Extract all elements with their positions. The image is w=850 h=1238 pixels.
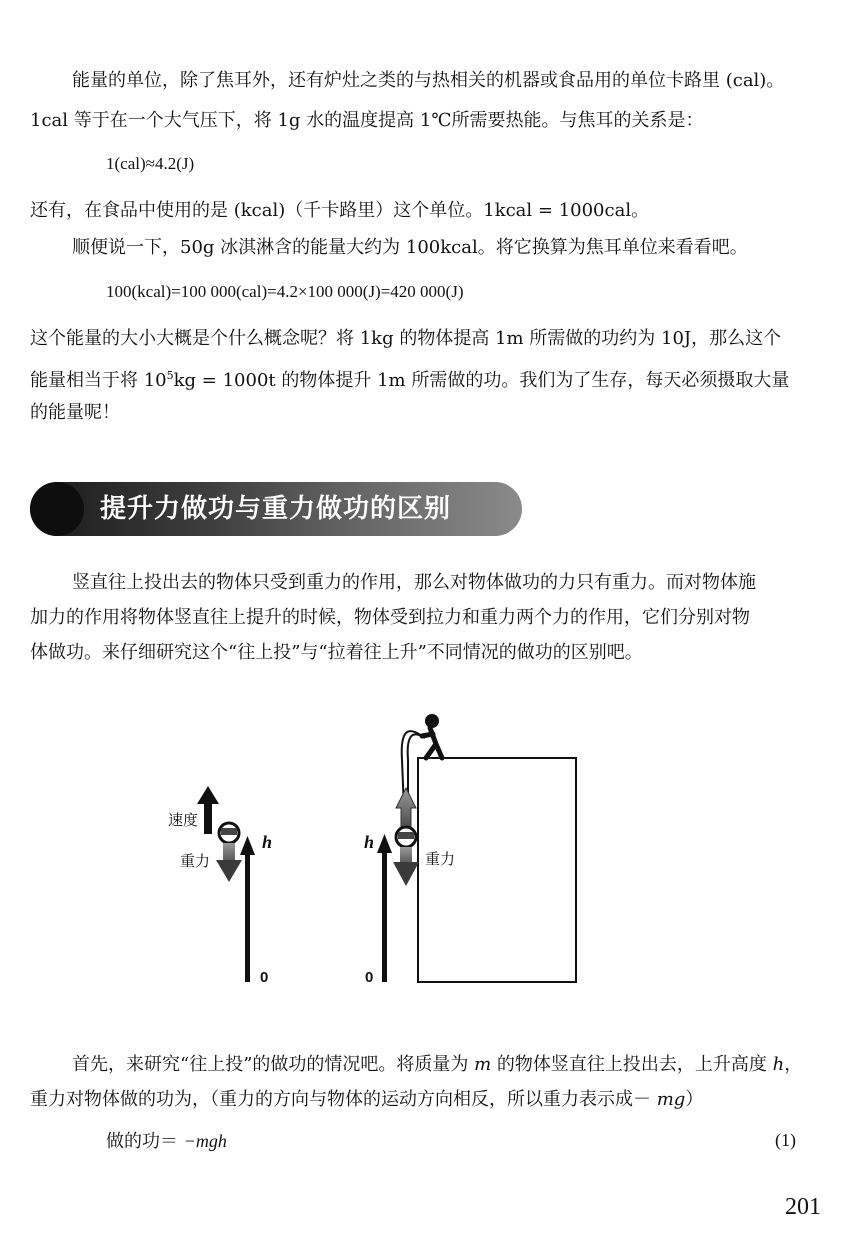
gravity-label-right: 重力 [425,850,456,868]
building-block [418,758,576,982]
height-label-right: h [364,832,375,852]
height-label-left: h [262,832,273,852]
height-axis-right [377,834,392,982]
para4-line2: 加力的作用将物体竖直往上提升的时候，物体受到拉力和重力两个力的作用，它们分别对物 [30,607,750,628]
equation-work: 做的功＝ −mgh [106,1131,227,1152]
zero-label-right: 0 [365,969,374,986]
person-pulling-icon [422,714,442,758]
para5-line2: 重力对物体做的功为，（重力的方向与物体的运动方向相反，所以重力表示成－ mg） [30,1089,704,1110]
para4-line3: 体做功。来仔细研究这个“往上投”与“拉着往上升”不同情况的做功的区别吧。 [30,642,643,663]
para2-line1: 还有，在食品中使用的是 (kcal)（千卡路里）这个单位。1kcal = 1000cal。 [30,200,650,221]
gravity-arrow-left [216,843,242,882]
para2-line2: 顺便说一下，50g 冰淇淋含的能量大约为 100kcal。将它换算为焦耳单位来看看吧。 [72,237,748,258]
equation-number: (1) [775,1130,796,1150]
page-number: 201 [785,1194,821,1220]
section-title: 提升力做功与重力做功的区别 [100,494,452,524]
speed-arrow [197,786,219,834]
pulled-ball [396,827,416,847]
para4-line1: 竖直往上投出去的物体只受到重力的作用，那么对物体做功的力只有重力。而对物体施 [72,572,756,593]
section-heading-bullet [30,482,84,536]
para3-line1: 这个能量的大小大概是个什么概念呢？将 1kg 的物体提高 1m 所需做的功约为 10J，那么这个 [30,328,782,349]
zero-label-left: 0 [260,969,269,986]
speed-label: 速度 [168,811,199,829]
work-comparison-diagram [150,700,590,1000]
thrown-ball [219,823,239,843]
equation-kcal-conversion: 100(kcal)=100 000(cal)=4.2×100 000(J)=420 000(J) [106,282,464,301]
equation-cal-joule: 1(cal)≈4.2(J) [106,154,195,173]
para1-line2: 1cal 等于在一个大气压下，将 1g 水的温度提高 1℃所需要热能。与焦耳的关系是： [30,110,704,131]
right-pull-scene [364,714,576,986]
para3-line3: 的能量呢！ [30,402,120,423]
gravity-arrow-right [393,847,419,886]
gravity-label-left: 重力 [180,852,211,870]
left-throw-scene [168,786,272,986]
para5-line1: 首先，来研究“往上投”的做功的情况吧。将质量为 m 的物体竖直往上投出去，上升高度 h， [72,1054,803,1075]
para3-line2: 能量相当于将 $10^5kg = 1000t$ 的物体提升 1m 所需做的功。我们为了生存，每天必须摄取大量 [30,369,790,391]
tension-arrow [396,788,416,828]
para1-line1: 能量的单位，除了焦耳外，还有炉灶之类的与热相关的机器或食品用的单位卡路里 (cal)。 [72,70,785,91]
height-axis-left [240,836,255,982]
